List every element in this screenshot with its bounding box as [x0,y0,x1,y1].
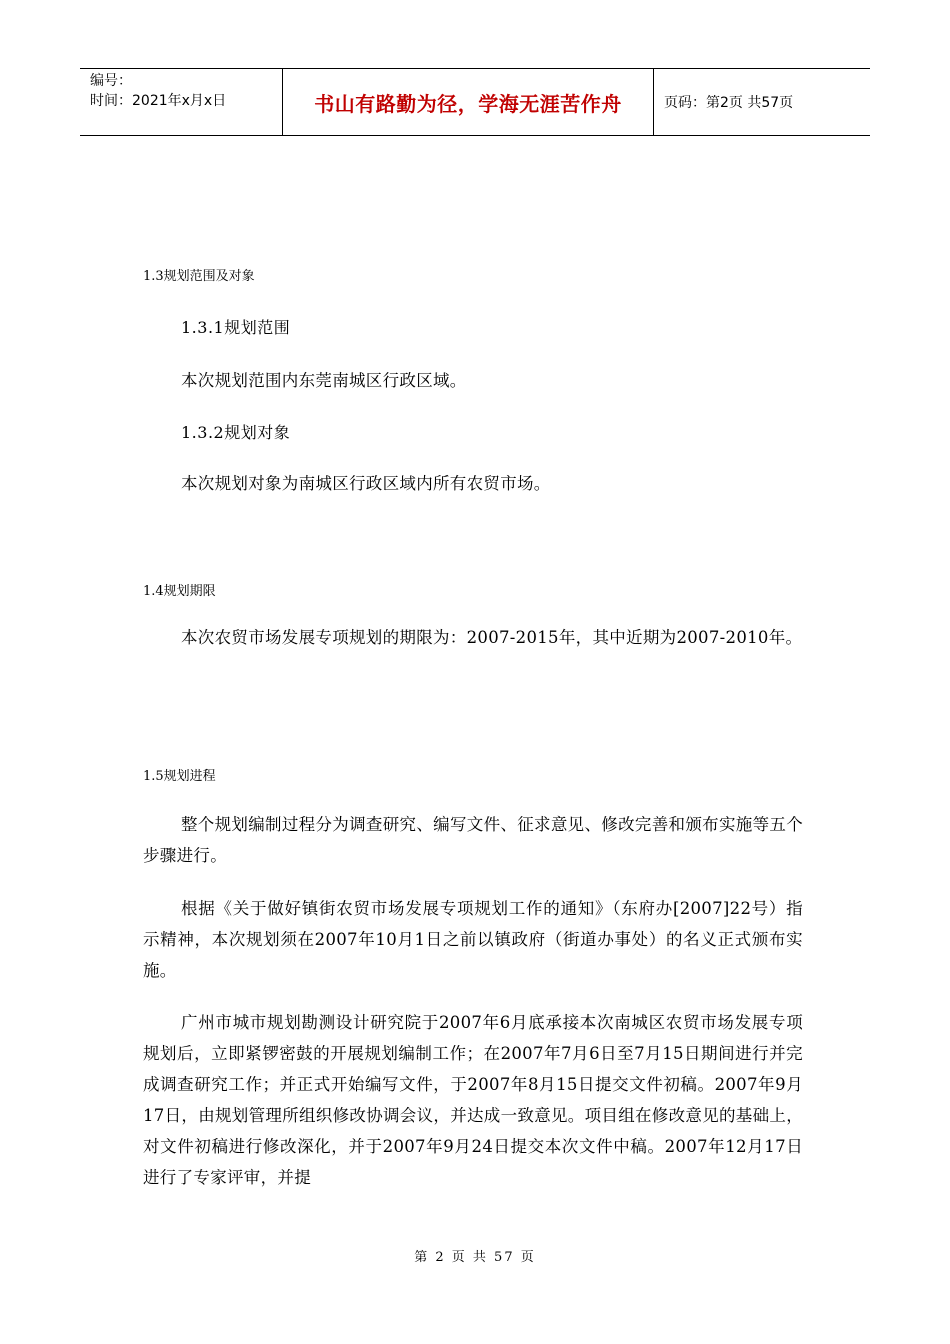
number-label: 编号： [90,73,132,89]
section-1-5-para-3: 广州市城市规划勘测设计研究院于2007年6月底承接本次南城区农贸市场发展专项规划后，立即紧锣密鼓的开展规划编制工作；在2007年7月6日至7月15日期间进行并完成调查研究工作；并正式开始编写文件，于2007年8月15日提交文件初稿。2007年9月17日，由规划管理所组织修改协调会议，并达成一致意见。项目组在修改意见的基础上，对文件初稿进行修改深化，并于2007年9月24日提交本次文件中稿。2007年12月17日进行了专家评审，并提 [143,1013,803,1187]
section-1-3-heading: 1.3规划范围及对象 [143,269,255,284]
document-header [80,68,870,136]
header-page-info: 页码：第2页 共57页 [664,95,794,111]
page-footer: 第 2 页 共 57 页 [414,1250,536,1265]
section-1-5-heading: 1.5规划进程 [143,769,216,784]
header-meta [80,69,282,135]
section-1-4-text: 本次农贸市场发展专项规划的期限为：2007-2015年，其中近期为2007-2010年。 [181,628,803,647]
section-1-3-1-heading: 1.3.1规划范围 [181,318,291,337]
section-1-3-1-text: 本次规划范围内东莞南城区行政区域。 [181,371,467,390]
section-1-5-para-2: 根据《关于做好镇街农贸市场发展专项规划工作的通知》（东府办[2007]22号）指示精神，本次规划须在2007年10月1日之前以镇政府（街道办事处）的名义正式颁布实施。 [143,899,803,980]
time-label: 时间：2021年x月x日 [90,93,227,109]
section-1-4-heading: 1.4规划期限 [143,584,216,599]
section-1-5-para-1: 整个规划编制过程分为调查研究、编写文件、征求意见、修改完善和颁布实施等五个步骤进行。 [143,815,803,865]
header-motto: 书山有路勤为径，学海无涯苦作舟 [282,69,654,135]
section-1-3-2-heading: 1.3.2规划对象 [181,423,291,442]
section-1-3-2-text: 本次规划对象为南城区行政区域内所有农贸市场。 [181,474,551,493]
